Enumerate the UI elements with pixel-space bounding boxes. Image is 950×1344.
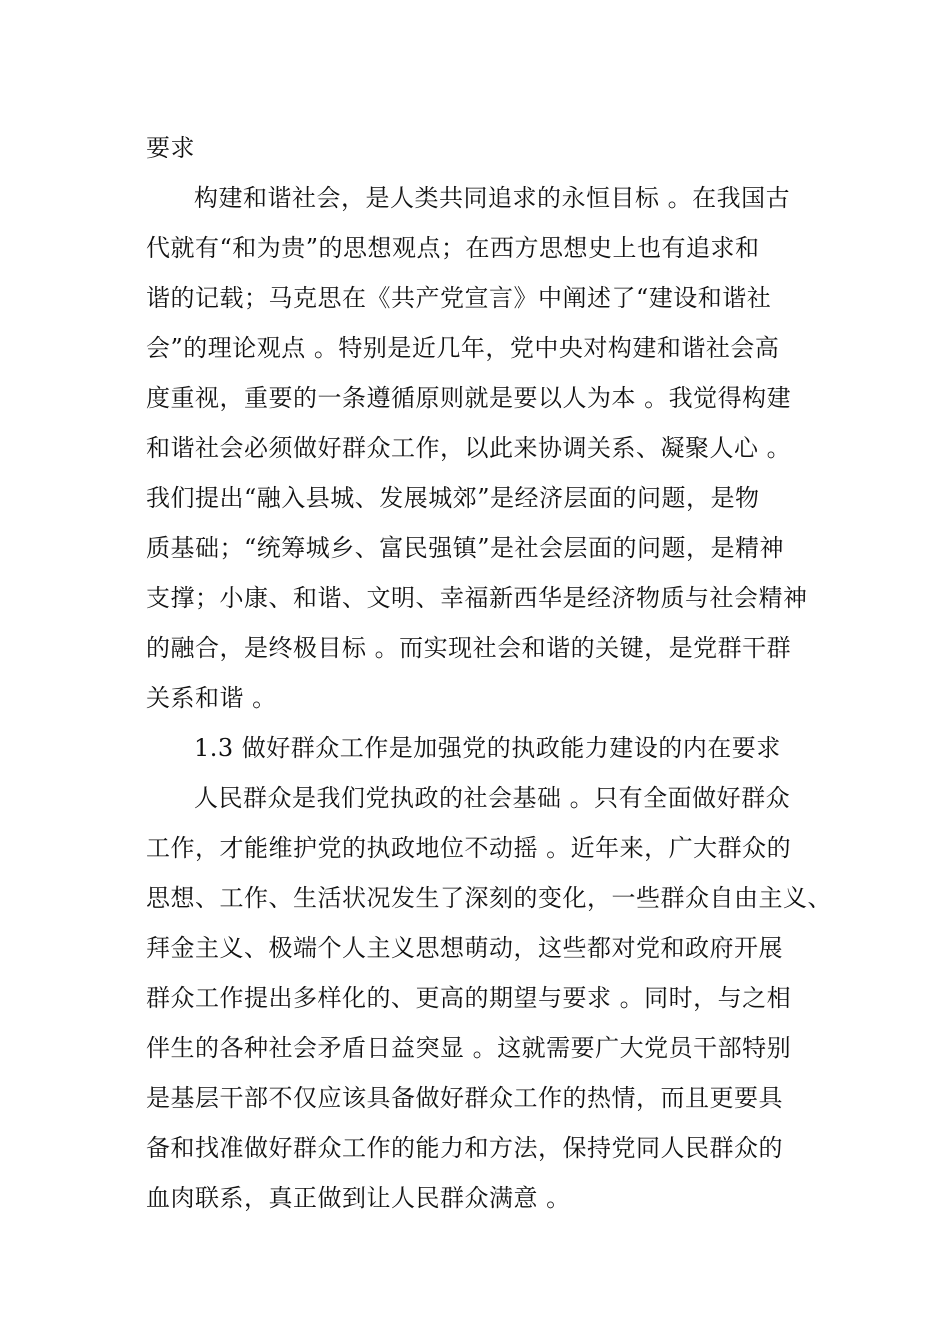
text-line: 关系和谐 。 <box>146 684 277 712</box>
text-line: 伴生的各种社会矛盾日益突显 。这就需要广大党员干部特别 <box>146 1034 792 1062</box>
text-line: 血肉联系，真正做到让人民群众满意 。 <box>146 1184 571 1212</box>
text-line: 要求 <box>146 134 195 162</box>
text-line: 构建和谐社会，是人类共同追求的永恒目标 。在我国古 <box>194 184 791 212</box>
text-line: 人民群众是我们党执政的社会基础 。只有全面做好群众 <box>194 784 791 812</box>
text-line: 备和找准做好群众工作的能力和方法，保持党同人民群众的 <box>146 1134 783 1162</box>
text-line: 我们提出“融入县城、发展城郊”是经济层面的问题，是物 <box>146 484 760 512</box>
text-line: 群众工作提出多样化的、更高的期望与要求 。同时，与之相 <box>146 984 792 1012</box>
text-line: 支撑；小康、和谐、文明、幸福新西华是经济物质与社会精神 <box>146 584 808 612</box>
text-line: 质基础；“统筹城乡、富民强镇”是社会层面的问题，是精神 <box>146 534 785 562</box>
text-line: 谐的记载；马克思在《共产党宣言》中阐述了“建设和谐社 <box>146 284 772 312</box>
text-line: 代就有“和为贵”的思想观点；在西方思想史上也有追求和 <box>146 234 760 262</box>
section-heading: 1.3 做好群众工作是加强党的执政能力建设的内在要求 <box>194 734 781 762</box>
text-line: 和谐社会必须做好群众工作，以此来协调关系、凝聚人心 。 <box>146 434 792 462</box>
text-line: 的融合，是终极目标 。而实现社会和谐的关键，是党群干群 <box>146 634 792 662</box>
text-line: 思想、工作、生活状况发生了深刻的变化，一些群众自由主义、 <box>146 884 832 912</box>
text-line: 工作，才能维护党的执政地位不动摇 。近年来，广大群众的 <box>146 834 792 862</box>
text-line: 拜金主义、极端个人主义思想萌动，这些都对党和政府开展 <box>146 934 783 962</box>
text-line: 会”的理论观点 。特别是近几年，党中央对构建和谐社会高 <box>146 334 780 362</box>
text-line: 是基层干部不仅应该具备做好群众工作的热情，而且更要具 <box>146 1084 783 1112</box>
text-line: 度重视，重要的一条遵循原则就是要以人为本 。我觉得构建 <box>146 384 792 412</box>
